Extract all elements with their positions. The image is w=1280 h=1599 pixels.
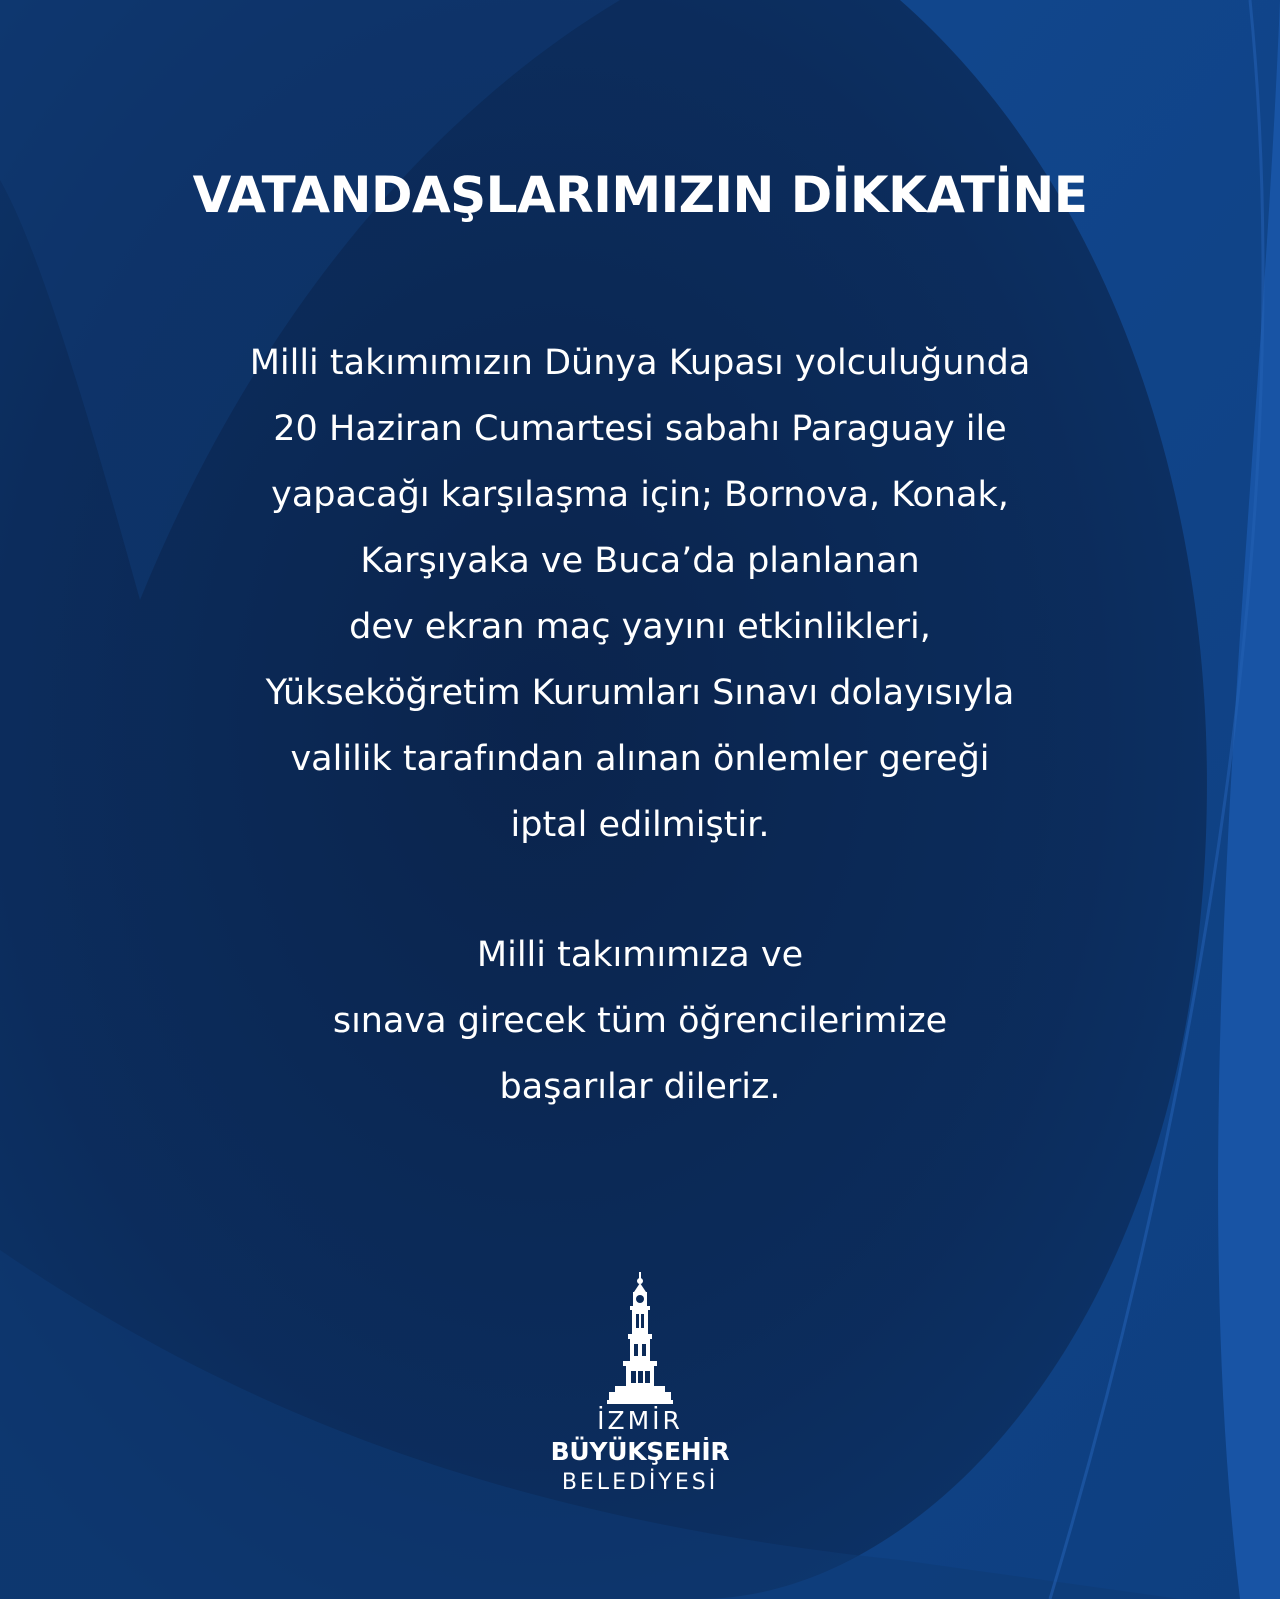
announcement-paragraph bbox=[140, 330, 1140, 858]
paragraph-line: 20 Haziran Cumartesi sabahı Paraguay ile bbox=[273, 409, 1007, 449]
page-title: VATANDAŞLARIMIZIN DİKKATİNE bbox=[192, 166, 1088, 224]
paragraph-line: yapacağı karşılaşma için; Bornova, Konak, bbox=[271, 475, 1009, 515]
paragraph-line: Milli takımımıza ve bbox=[476, 935, 804, 975]
municipality-logo bbox=[540, 1272, 740, 1512]
paragraph-line: Karşıyaka ve Buca’da planlanan bbox=[360, 541, 920, 581]
paragraph-line: Yükseköğretim Kurumları Sınavı dolayısıyla bbox=[265, 673, 1015, 713]
paragraph-line: Milli takımımızın Dünya Kupası yolculuğunda bbox=[249, 343, 1031, 383]
paragraph-line: başarılar dileriz. bbox=[499, 1067, 781, 1107]
closing-paragraph bbox=[140, 922, 1140, 1120]
paragraph-line: valilik tarafından alınan önlemler gereği bbox=[290, 739, 990, 779]
paragraph-line: dev ekran maç yayını etkinlikleri, bbox=[349, 607, 931, 647]
clock-tower-icon bbox=[605, 1272, 675, 1404]
paragraph-line: sınava girecek tüm öğrencilerimize bbox=[332, 1001, 948, 1041]
logo-text-belediyesi: BELEDİYESİ bbox=[561, 1470, 719, 1495]
logo-text-izmir: İZMİR bbox=[597, 1406, 683, 1435]
paragraph-line: iptal edilmiştir. bbox=[510, 805, 770, 845]
logo-text-buyuksehir: BÜYÜKŞEHİR bbox=[550, 1437, 730, 1466]
